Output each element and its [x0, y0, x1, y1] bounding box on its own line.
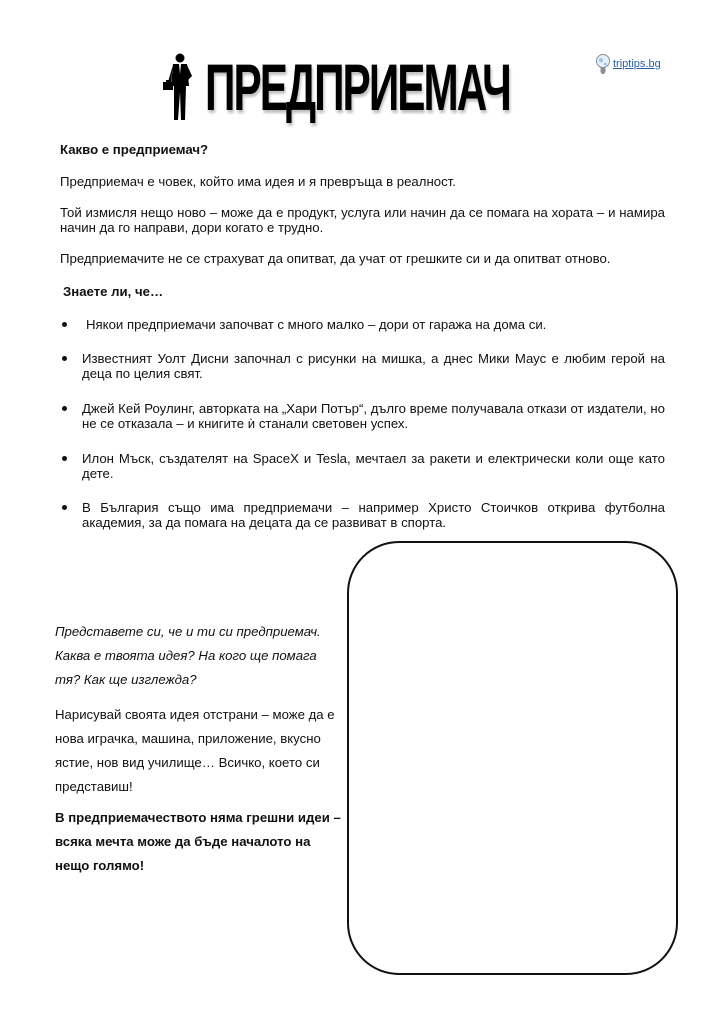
bullet-icon [62, 322, 67, 327]
fact-text: В България също има предприемачи – например Христо Стоичков открива футболна академия, за да помага на децата да се развиват в спорта. [82, 500, 665, 530]
fact-text: Известният Уолт Дисни започнал с рисунки на мишка, а днес Мики Маус е любим герой на деца по целия свят. [82, 351, 665, 381]
bullet-icon [62, 456, 67, 461]
lightbulb-globe-icon [595, 53, 611, 75]
drawing-area[interactable] [347, 541, 678, 975]
activity-prompt: Представете си, че и ти си предприемач. Каква е твоята идея? На кого ще помага тя? Как ще изглежда? [55, 624, 321, 687]
fact-text: Джей Кей Роулинг, авторката на „Хари Потър“, дълго време получавала откази от издатели, но не се отказала – и книгите ѝ станали световен успех. [82, 401, 665, 431]
intro-paragraph: Предприемачите не се страхуват да опитват, да учат от грешките си и да опитват отново. [60, 251, 611, 266]
intro-paragraph: Той измисля нещо ново – може да е продукт, услуга или начин да се помага на хората – и намира начин да го направи, дори когато е трудно. [60, 205, 665, 235]
activity-instruction: Нарисувай своята идея отстрани – може да е нова играчка, машина, приложение, вкусно ястие, нов вид училище… Всичко, което си представиш! [55, 707, 335, 794]
page-title: ПРЕДПРИЕМАЧ [205, 50, 510, 124]
header-logo [158, 52, 198, 122]
businessman-silhouette-icon [158, 52, 198, 122]
activity-motto: В предприемачеството няма грешни идеи – всяка мечта може да бъде началото на нещо голямо! [55, 810, 341, 873]
intro-heading: Какво е предприемач? [60, 142, 209, 157]
fact-text: Илон Мъск, създателят на SpaceX и Tesla, мечтаел за ракети и електрически коли още като дете. [82, 451, 665, 481]
fact-text: Някои предприемачи започват с много малко – дори от гаража на дома си. [86, 317, 547, 332]
facts-heading: Знаете ли, че… [63, 284, 164, 299]
brand-label[interactable]: triptips.bg [613, 58, 661, 70]
brand-link[interactable] [595, 53, 661, 75]
intro-paragraph: Предприемач е човек, който има идея и я превръща в реалност. [60, 174, 456, 189]
bullet-icon [62, 406, 67, 411]
bullet-icon [62, 356, 67, 361]
bullet-icon [62, 505, 67, 510]
